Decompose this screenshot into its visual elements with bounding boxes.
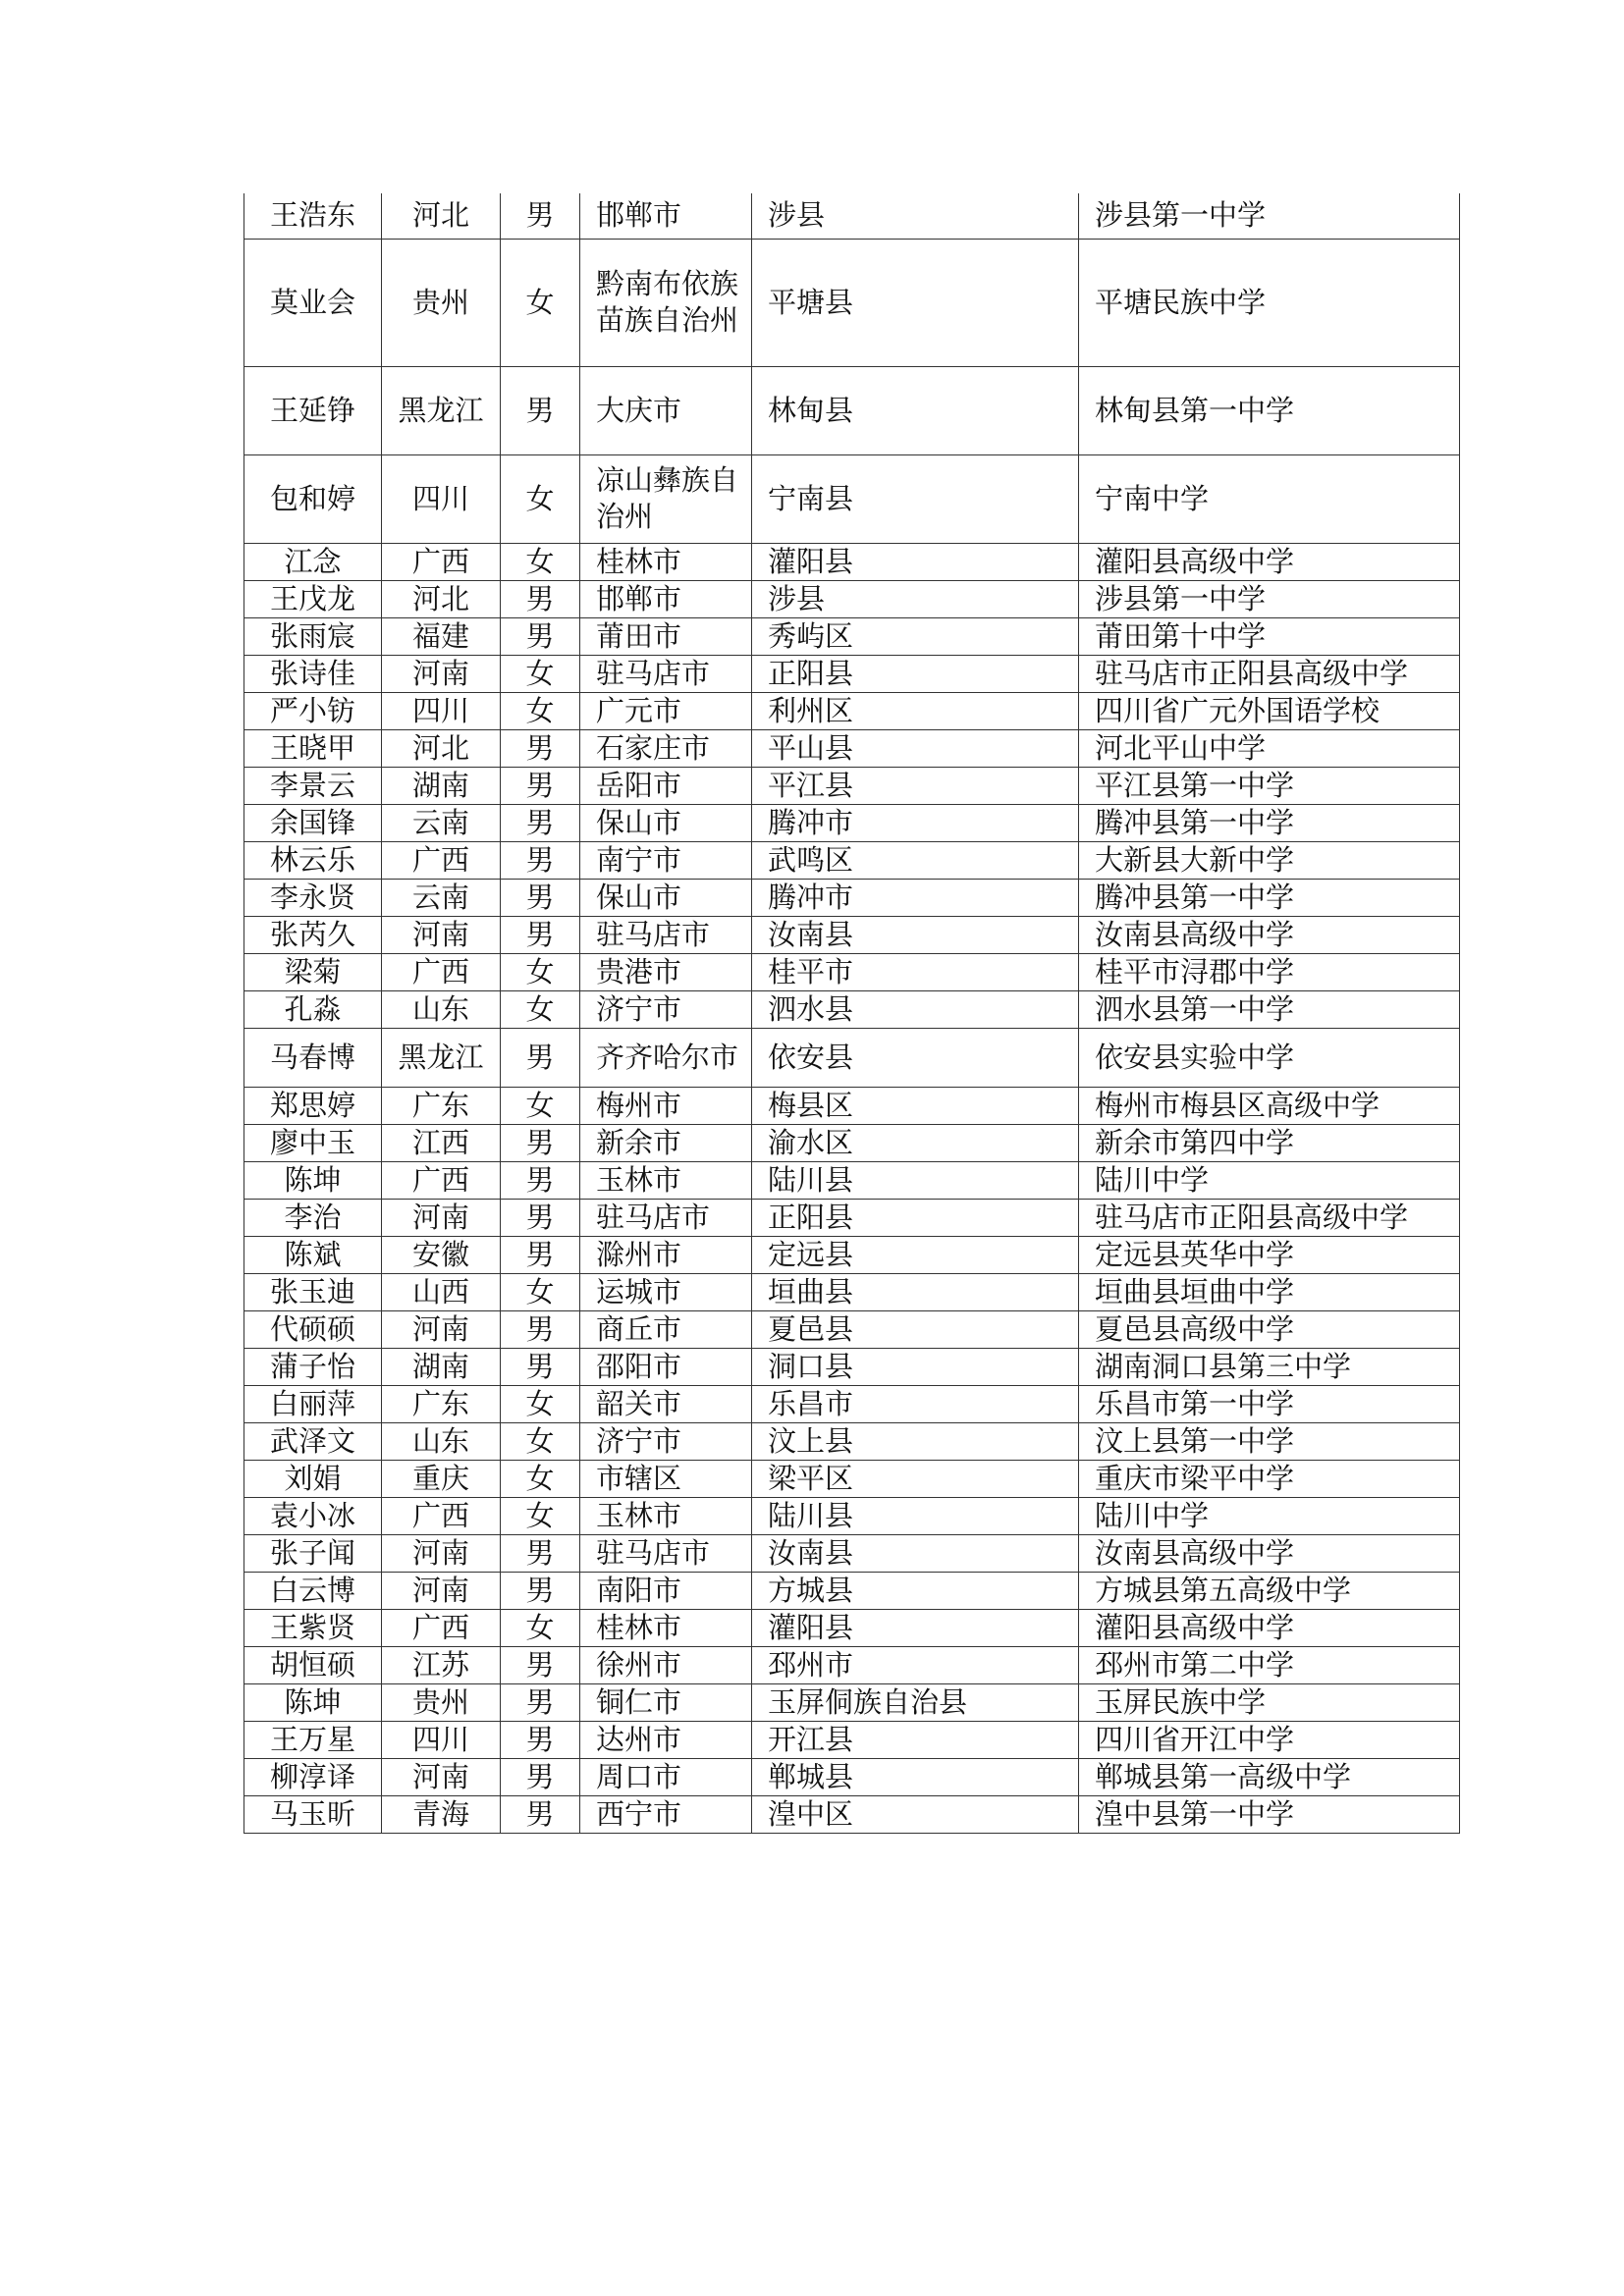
school-cell: 陆川中学 xyxy=(1079,1161,1460,1199)
student-name-cell: 白云博 xyxy=(244,1572,382,1609)
table-row xyxy=(244,1087,1460,1124)
city-cell: 南阳市 xyxy=(580,1572,752,1609)
city-cell: 桂林市 xyxy=(580,1609,752,1646)
county-cell: 汝南县 xyxy=(752,916,1079,953)
province-cell: 四川 xyxy=(382,454,501,543)
student-name-cell: 王万星 xyxy=(244,1721,382,1758)
province-cell: 河北 xyxy=(382,729,501,767)
student-name-cell: 白丽萍 xyxy=(244,1385,382,1422)
sex-cell: 男 xyxy=(501,1028,580,1087)
county-cell: 宁南县 xyxy=(752,454,1079,543)
sex-cell: 男 xyxy=(501,1572,580,1609)
city-cell: 济宁市 xyxy=(580,990,752,1028)
city-cell: 邵阳市 xyxy=(580,1348,752,1385)
school-cell: 玉屏民族中学 xyxy=(1079,1683,1460,1721)
table-row xyxy=(244,692,1460,729)
table-row xyxy=(244,1236,1460,1273)
table-row xyxy=(244,193,1460,239)
student-name-cell: 王戊龙 xyxy=(244,580,382,617)
student-name-cell: 胡恒硕 xyxy=(244,1646,382,1683)
county-cell: 桂平市 xyxy=(752,953,1079,990)
table-row xyxy=(244,1795,1460,1833)
table-row xyxy=(244,1385,1460,1422)
province-cell: 广西 xyxy=(382,841,501,879)
county-cell: 湟中区 xyxy=(752,1795,1079,1833)
city-cell: 周口市 xyxy=(580,1758,752,1795)
student-name-cell: 梁菊 xyxy=(244,953,382,990)
city-cell: 保山市 xyxy=(580,804,752,841)
table-row xyxy=(244,1534,1460,1572)
province-cell: 河南 xyxy=(382,1758,501,1795)
table-row xyxy=(244,366,1460,454)
city-cell: 南宁市 xyxy=(580,841,752,879)
county-cell: 灌阳县 xyxy=(752,543,1079,580)
city-cell: 石家庄市 xyxy=(580,729,752,767)
county-cell: 陆川县 xyxy=(752,1161,1079,1199)
school-cell: 湟中县第一中学 xyxy=(1079,1795,1460,1833)
city-cell: 滁州市 xyxy=(580,1236,752,1273)
county-cell: 依安县 xyxy=(752,1028,1079,1087)
school-cell: 夏邑县高级中学 xyxy=(1079,1310,1460,1348)
sex-cell: 男 xyxy=(501,1236,580,1273)
student-name-cell: 张雨宸 xyxy=(244,617,382,655)
province-cell: 河南 xyxy=(382,916,501,953)
student-name-cell: 代硕硕 xyxy=(244,1310,382,1348)
school-cell: 依安县实验中学 xyxy=(1079,1028,1460,1087)
sex-cell: 男 xyxy=(501,729,580,767)
province-cell: 江西 xyxy=(382,1124,501,1161)
city-cell: 西宁市 xyxy=(580,1795,752,1833)
student-name-cell: 莫业会 xyxy=(244,239,382,366)
table-row xyxy=(244,1460,1460,1497)
county-cell: 邳州市 xyxy=(752,1646,1079,1683)
county-cell: 方城县 xyxy=(752,1572,1079,1609)
sex-cell: 男 xyxy=(501,1161,580,1199)
province-cell: 广西 xyxy=(382,953,501,990)
city-cell: 大庆市 xyxy=(580,366,752,454)
county-cell: 开江县 xyxy=(752,1721,1079,1758)
table-row xyxy=(244,1721,1460,1758)
city-cell: 桂林市 xyxy=(580,543,752,580)
city-cell: 保山市 xyxy=(580,879,752,916)
table-row xyxy=(244,617,1460,655)
province-cell: 河北 xyxy=(382,193,501,239)
school-cell: 平塘民族中学 xyxy=(1079,239,1460,366)
province-cell: 云南 xyxy=(382,804,501,841)
school-cell: 四川省广元外国语学校 xyxy=(1079,692,1460,729)
school-cell: 新余市第四中学 xyxy=(1079,1124,1460,1161)
student-name-cell: 李永贤 xyxy=(244,879,382,916)
county-cell: 秀屿区 xyxy=(752,617,1079,655)
province-cell: 重庆 xyxy=(382,1460,501,1497)
table-row xyxy=(244,1572,1460,1609)
school-cell: 平江县第一中学 xyxy=(1079,767,1460,804)
table-row xyxy=(244,1161,1460,1199)
province-cell: 广西 xyxy=(382,543,501,580)
table-row xyxy=(244,1348,1460,1385)
county-cell: 乐昌市 xyxy=(752,1385,1079,1422)
city-cell: 邯郸市 xyxy=(580,193,752,239)
sex-cell: 男 xyxy=(501,1310,580,1348)
school-cell: 驻马店市正阳县高级中学 xyxy=(1079,1199,1460,1236)
table-row xyxy=(244,916,1460,953)
city-cell: 驻马店市 xyxy=(580,916,752,953)
school-cell: 梅州市梅县区高级中学 xyxy=(1079,1087,1460,1124)
student-name-cell: 郑思婷 xyxy=(244,1087,382,1124)
county-cell: 平山县 xyxy=(752,729,1079,767)
table-row xyxy=(244,1028,1460,1087)
sex-cell: 女 xyxy=(501,1609,580,1646)
student-name-cell: 张诗佳 xyxy=(244,655,382,692)
table-row xyxy=(244,454,1460,543)
province-cell: 山东 xyxy=(382,990,501,1028)
county-cell: 灌阳县 xyxy=(752,1609,1079,1646)
city-cell: 驻马店市 xyxy=(580,1534,752,1572)
province-cell: 广西 xyxy=(382,1497,501,1534)
student-name-cell: 王紫贤 xyxy=(244,1609,382,1646)
school-cell: 汝南县高级中学 xyxy=(1079,916,1460,953)
school-cell: 宁南中学 xyxy=(1079,454,1460,543)
school-cell: 垣曲县垣曲中学 xyxy=(1079,1273,1460,1310)
county-cell: 夏邑县 xyxy=(752,1310,1079,1348)
school-cell: 灌阳县高级中学 xyxy=(1079,543,1460,580)
city-cell: 市辖区 xyxy=(580,1460,752,1497)
school-cell: 陆川中学 xyxy=(1079,1497,1460,1534)
city-cell: 玉林市 xyxy=(580,1161,752,1199)
table-row xyxy=(244,1310,1460,1348)
county-cell: 郸城县 xyxy=(752,1758,1079,1795)
sex-cell: 男 xyxy=(501,1646,580,1683)
school-cell: 河北平山中学 xyxy=(1079,729,1460,767)
sex-cell: 男 xyxy=(501,767,580,804)
county-cell: 玉屏侗族自治县 xyxy=(752,1683,1079,1721)
county-cell: 正阳县 xyxy=(752,1199,1079,1236)
table-row xyxy=(244,580,1460,617)
school-cell: 涉县第一中学 xyxy=(1079,580,1460,617)
table-row xyxy=(244,953,1460,990)
sex-cell: 女 xyxy=(501,1273,580,1310)
province-cell: 河南 xyxy=(382,1199,501,1236)
student-name-cell: 陈坤 xyxy=(244,1683,382,1721)
province-cell: 江苏 xyxy=(382,1646,501,1683)
sex-cell: 男 xyxy=(501,916,580,953)
sex-cell: 女 xyxy=(501,1422,580,1460)
province-cell: 福建 xyxy=(382,617,501,655)
county-cell: 林甸县 xyxy=(752,366,1079,454)
sex-cell: 女 xyxy=(501,1087,580,1124)
county-cell: 涉县 xyxy=(752,193,1079,239)
student-name-cell: 包和婷 xyxy=(244,454,382,543)
county-cell: 汶上县 xyxy=(752,1422,1079,1460)
table-row xyxy=(244,729,1460,767)
city-cell: 邯郸市 xyxy=(580,580,752,617)
county-cell: 渝水区 xyxy=(752,1124,1079,1161)
school-cell: 腾冲县第一中学 xyxy=(1079,879,1460,916)
sex-cell: 女 xyxy=(501,692,580,729)
province-cell: 山西 xyxy=(382,1273,501,1310)
province-cell: 山东 xyxy=(382,1422,501,1460)
school-cell: 乐昌市第一中学 xyxy=(1079,1385,1460,1422)
student-name-cell: 李景云 xyxy=(244,767,382,804)
province-cell: 湖南 xyxy=(382,1348,501,1385)
table-row xyxy=(244,804,1460,841)
county-cell: 汝南县 xyxy=(752,1534,1079,1572)
city-cell: 运城市 xyxy=(580,1273,752,1310)
city-cell: 玉林市 xyxy=(580,1497,752,1534)
county-cell: 腾冲市 xyxy=(752,879,1079,916)
sex-cell: 男 xyxy=(501,617,580,655)
table-row xyxy=(244,990,1460,1028)
student-name-cell: 张芮久 xyxy=(244,916,382,953)
city-cell: 驻马店市 xyxy=(580,655,752,692)
county-cell: 陆川县 xyxy=(752,1497,1079,1534)
student-name-cell: 严小钫 xyxy=(244,692,382,729)
province-cell: 云南 xyxy=(382,879,501,916)
student-name-cell: 蒲子怡 xyxy=(244,1348,382,1385)
city-cell: 凉山彝族自治州 xyxy=(580,454,752,543)
student-name-cell: 余国锋 xyxy=(244,804,382,841)
province-cell: 河南 xyxy=(382,655,501,692)
sex-cell: 男 xyxy=(501,1348,580,1385)
city-cell: 达州市 xyxy=(580,1721,752,1758)
county-cell: 洞口县 xyxy=(752,1348,1079,1385)
sex-cell: 男 xyxy=(501,1124,580,1161)
city-cell: 黔南布依族苗族自治州 xyxy=(580,239,752,366)
city-cell: 齐齐哈尔市 xyxy=(580,1028,752,1087)
student-name-cell: 马玉昕 xyxy=(244,1795,382,1833)
student-name-cell: 林云乐 xyxy=(244,841,382,879)
school-cell: 莆田第十中学 xyxy=(1079,617,1460,655)
student-name-cell: 柳淳译 xyxy=(244,1758,382,1795)
province-cell: 黑龙江 xyxy=(382,366,501,454)
school-cell: 泗水县第一中学 xyxy=(1079,990,1460,1028)
city-cell: 新余市 xyxy=(580,1124,752,1161)
province-cell: 贵州 xyxy=(382,1683,501,1721)
province-cell: 四川 xyxy=(382,1721,501,1758)
table-row xyxy=(244,841,1460,879)
sex-cell: 女 xyxy=(501,1460,580,1497)
school-cell: 邳州市第二中学 xyxy=(1079,1646,1460,1683)
school-cell: 定远县英华中学 xyxy=(1079,1236,1460,1273)
province-cell: 河南 xyxy=(382,1310,501,1348)
school-cell: 灌阳县高级中学 xyxy=(1079,1609,1460,1646)
county-cell: 梅县区 xyxy=(752,1087,1079,1124)
sex-cell: 女 xyxy=(501,454,580,543)
county-cell: 正阳县 xyxy=(752,655,1079,692)
table-row xyxy=(244,1758,1460,1795)
county-cell: 平塘县 xyxy=(752,239,1079,366)
province-cell: 黑龙江 xyxy=(382,1028,501,1087)
school-cell: 四川省开江中学 xyxy=(1079,1721,1460,1758)
student-name-cell: 袁小冰 xyxy=(244,1497,382,1534)
province-cell: 贵州 xyxy=(382,239,501,366)
city-cell: 莆田市 xyxy=(580,617,752,655)
sex-cell: 男 xyxy=(501,1199,580,1236)
school-cell: 汝南县高级中学 xyxy=(1079,1534,1460,1572)
county-cell: 梁平区 xyxy=(752,1460,1079,1497)
sex-cell: 男 xyxy=(501,1534,580,1572)
sex-cell: 女 xyxy=(501,1497,580,1534)
sex-cell: 男 xyxy=(501,1795,580,1833)
table-row xyxy=(244,1199,1460,1236)
county-cell: 平江县 xyxy=(752,767,1079,804)
student-name-cell: 王延铮 xyxy=(244,366,382,454)
province-cell: 河南 xyxy=(382,1534,501,1572)
school-cell: 湖南洞口县第三中学 xyxy=(1079,1348,1460,1385)
table-row xyxy=(244,1273,1460,1310)
city-cell: 韶关市 xyxy=(580,1385,752,1422)
table-row xyxy=(244,767,1460,804)
school-cell: 郸城县第一高级中学 xyxy=(1079,1758,1460,1795)
school-cell: 涉县第一中学 xyxy=(1079,193,1460,239)
city-cell: 济宁市 xyxy=(580,1422,752,1460)
county-cell: 定远县 xyxy=(752,1236,1079,1273)
sex-cell: 男 xyxy=(501,1683,580,1721)
sex-cell: 男 xyxy=(501,1721,580,1758)
province-cell: 四川 xyxy=(382,692,501,729)
table-row xyxy=(244,879,1460,916)
student-name-cell: 张玉迪 xyxy=(244,1273,382,1310)
student-name-cell: 张子闻 xyxy=(244,1534,382,1572)
county-cell: 利州区 xyxy=(752,692,1079,729)
city-cell: 商丘市 xyxy=(580,1310,752,1348)
table-row xyxy=(244,1609,1460,1646)
sex-cell: 女 xyxy=(501,990,580,1028)
student-name-cell: 廖中玉 xyxy=(244,1124,382,1161)
student-roster-table xyxy=(244,193,1460,1834)
table-row xyxy=(244,1497,1460,1534)
table-row xyxy=(244,1422,1460,1460)
school-cell: 林甸县第一中学 xyxy=(1079,366,1460,454)
province-cell: 广东 xyxy=(382,1385,501,1422)
school-cell: 大新县大新中学 xyxy=(1079,841,1460,879)
sex-cell: 男 xyxy=(501,580,580,617)
city-cell: 广元市 xyxy=(580,692,752,729)
sex-cell: 男 xyxy=(501,879,580,916)
student-name-cell: 江念 xyxy=(244,543,382,580)
table-row xyxy=(244,1683,1460,1721)
school-cell: 驻马店市正阳县高级中学 xyxy=(1079,655,1460,692)
province-cell: 青海 xyxy=(382,1795,501,1833)
sex-cell: 男 xyxy=(501,1758,580,1795)
table-row xyxy=(244,543,1460,580)
table-row xyxy=(244,1646,1460,1683)
city-cell: 铜仁市 xyxy=(580,1683,752,1721)
county-cell: 涉县 xyxy=(752,580,1079,617)
city-cell: 贵港市 xyxy=(580,953,752,990)
sex-cell: 女 xyxy=(501,655,580,692)
province-cell: 河北 xyxy=(382,580,501,617)
sex-cell: 女 xyxy=(501,239,580,366)
school-cell: 方城县第五高级中学 xyxy=(1079,1572,1460,1609)
sex-cell: 男 xyxy=(501,804,580,841)
student-name-cell: 陈坤 xyxy=(244,1161,382,1199)
student-name-cell: 刘娟 xyxy=(244,1460,382,1497)
student-name-cell: 孔淼 xyxy=(244,990,382,1028)
county-cell: 泗水县 xyxy=(752,990,1079,1028)
county-cell: 武鸣区 xyxy=(752,841,1079,879)
county-cell: 垣曲县 xyxy=(752,1273,1079,1310)
student-name-cell: 马春博 xyxy=(244,1028,382,1087)
school-cell: 桂平市浔郡中学 xyxy=(1079,953,1460,990)
sex-cell: 女 xyxy=(501,1385,580,1422)
province-cell: 广西 xyxy=(382,1609,501,1646)
school-cell: 重庆市梁平中学 xyxy=(1079,1460,1460,1497)
province-cell: 广东 xyxy=(382,1087,501,1124)
province-cell: 河南 xyxy=(382,1572,501,1609)
province-cell: 广西 xyxy=(382,1161,501,1199)
table-row xyxy=(244,655,1460,692)
sex-cell: 女 xyxy=(501,543,580,580)
city-cell: 徐州市 xyxy=(580,1646,752,1683)
student-name-cell: 李治 xyxy=(244,1199,382,1236)
city-cell: 驻马店市 xyxy=(580,1199,752,1236)
school-cell: 汶上县第一中学 xyxy=(1079,1422,1460,1460)
city-cell: 岳阳市 xyxy=(580,767,752,804)
city-cell: 梅州市 xyxy=(580,1087,752,1124)
sex-cell: 女 xyxy=(501,953,580,990)
sex-cell: 男 xyxy=(501,366,580,454)
student-name-cell: 陈斌 xyxy=(244,1236,382,1273)
province-cell: 安徽 xyxy=(382,1236,501,1273)
sex-cell: 男 xyxy=(501,193,580,239)
student-name-cell: 武泽文 xyxy=(244,1422,382,1460)
table-row xyxy=(244,1124,1460,1161)
county-cell: 腾冲市 xyxy=(752,804,1079,841)
student-name-cell: 王浩东 xyxy=(244,193,382,239)
table-row xyxy=(244,239,1460,366)
sex-cell: 男 xyxy=(501,841,580,879)
school-cell: 腾冲县第一中学 xyxy=(1079,804,1460,841)
province-cell: 湖南 xyxy=(382,767,501,804)
roster-body xyxy=(244,193,1460,1833)
student-name-cell: 王晓甲 xyxy=(244,729,382,767)
